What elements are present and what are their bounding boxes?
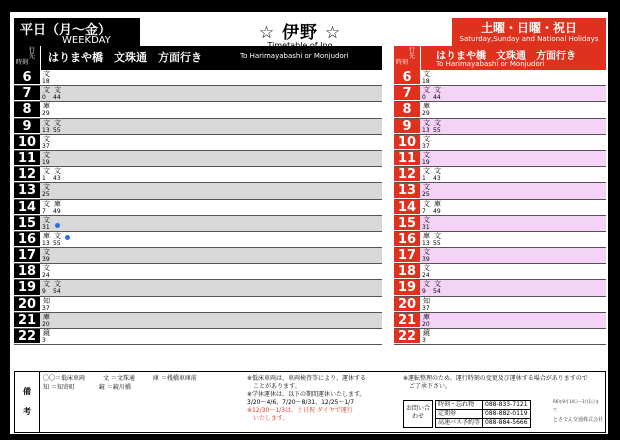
departure: [433, 200, 444, 215]
departure: [53, 280, 64, 295]
departure: [53, 200, 64, 215]
contact-box: [403, 398, 603, 432]
hour-cell: 21: [14, 313, 40, 328]
contact-row: [436, 410, 531, 419]
hour-row: [394, 70, 606, 86]
departures: [422, 313, 433, 328]
destination-jp: はりまや橋 文珠通 方面行き: [48, 51, 202, 64]
legend-line: 知 ＝知寄町 鏡 ＝鏡川橋: [43, 384, 131, 391]
hour-row: [394, 216, 606, 232]
departure-minute: 55: [433, 239, 441, 247]
col-dest-label: 行先: [409, 47, 416, 60]
departure: [42, 135, 53, 150]
departure: [433, 119, 444, 134]
departures: [422, 86, 444, 101]
hour-row: [394, 313, 606, 329]
hour-cell: 10: [14, 135, 40, 150]
destination-code: 文: [423, 215, 430, 224]
departure: [42, 329, 53, 344]
legend-line: 〇〇＝低床車両 文 ＝文珠通 庫 ＝桟橋車庫前: [43, 375, 197, 382]
departure-minute: 1: [42, 175, 46, 183]
weekend-header: [452, 18, 606, 46]
hour-cell: 7: [394, 86, 420, 101]
departure-minute: 0: [422, 94, 426, 102]
note-line: ことがあります。: [247, 383, 301, 390]
col-hour-label: 時刻: [396, 59, 409, 66]
departure: [422, 119, 433, 134]
departure-minute: 39: [42, 256, 50, 264]
hour-row: [14, 102, 382, 118]
contact-name: 定期券: [436, 410, 483, 419]
departures: [422, 135, 433, 150]
hour-cell: 21: [394, 313, 420, 328]
hour-cell: 16: [14, 232, 40, 247]
departures: [422, 329, 433, 344]
hour-row: [394, 248, 606, 264]
hour-row: [394, 86, 606, 102]
destination-code: 知: [423, 296, 430, 305]
departure: [422, 264, 433, 279]
departures: [422, 264, 433, 279]
departure-minute: 7: [422, 207, 426, 215]
hour-cell: 11: [14, 151, 40, 166]
hour-row: [14, 167, 382, 183]
weekend-table: [394, 70, 606, 345]
hour-cell: 19: [14, 280, 40, 295]
hour-cell: 17: [394, 248, 420, 263]
departure-minute: 20: [422, 320, 430, 328]
hour-row: [14, 216, 382, 232]
hour-cell: 18: [394, 264, 420, 279]
note-line-red: いたします。: [247, 415, 289, 422]
departures: [422, 200, 444, 215]
hour-row: [394, 264, 606, 280]
hour-row: [14, 313, 382, 329]
destination-code: 庫: [43, 312, 50, 321]
hour-row: [14, 232, 382, 248]
hour-row: [14, 183, 382, 199]
hour-row: [394, 297, 606, 313]
departure: [42, 297, 53, 312]
departure: [422, 86, 433, 101]
destination-code: 文: [43, 167, 50, 176]
destination-code: 鏡: [43, 329, 50, 337]
hour-row: [394, 151, 606, 167]
hour-cell: 15: [394, 216, 420, 231]
destination-code: 文: [43, 248, 50, 257]
hour-row: [394, 183, 606, 199]
note-line: ご了承下さい。: [403, 383, 452, 390]
legend: [43, 375, 243, 393]
weekday-title-jp: 平日（月〜金）: [20, 23, 112, 38]
departure: [422, 102, 433, 117]
hour-row: [14, 151, 382, 167]
departure: [42, 280, 53, 295]
destination-en: To Harimayabashi or Monjudori: [436, 60, 545, 68]
departures: [42, 119, 64, 134]
departures: [42, 280, 64, 295]
operation-notes: [403, 375, 603, 391]
departures: [42, 86, 64, 101]
departure-minute: 3: [422, 337, 426, 344]
hour-row: [394, 135, 606, 151]
hour-cell: 8: [394, 102, 420, 117]
departure-minute: 9: [422, 288, 426, 296]
column-header: [394, 46, 421, 70]
hour-cell: 9: [394, 119, 420, 134]
hour-row: [394, 200, 606, 216]
destination-code: 文: [54, 118, 61, 127]
hour-cell: 22: [394, 329, 420, 344]
departures: [42, 264, 53, 279]
hour-row: [14, 329, 382, 345]
hour-cell: 11: [394, 151, 420, 166]
destination-code: 文: [423, 134, 430, 143]
departure: [422, 248, 433, 263]
hour-cell: 20: [394, 297, 420, 312]
destination-code: 文: [43, 134, 50, 143]
destination-code: 文: [423, 183, 430, 192]
departure-minute: 37: [42, 304, 50, 312]
departure: [42, 200, 53, 215]
hour-cell: 8: [14, 102, 40, 117]
hour-cell: 14: [394, 200, 420, 215]
hour-cell: 12: [394, 167, 420, 182]
departure-minute: 43: [433, 175, 441, 183]
column-header: [14, 46, 41, 70]
destination-code: 文: [434, 280, 441, 289]
departure-minute: 37: [422, 142, 430, 150]
departure: [422, 200, 433, 215]
hour-cell: 10: [394, 135, 420, 150]
departure-minute: 44: [53, 94, 61, 102]
contact-row: [436, 401, 531, 410]
destination-code: 文: [423, 248, 430, 257]
destination-code: 文: [43, 118, 50, 127]
weekend-route-bar: [394, 46, 606, 70]
departure-minute: 13: [422, 239, 430, 247]
hour-row: [14, 248, 382, 264]
departure: [422, 280, 433, 295]
departure: [42, 151, 53, 166]
departure-minute: 19: [422, 158, 430, 166]
departure: [422, 232, 433, 247]
contact-phone: 088-833-7121: [483, 401, 531, 410]
hour-row: [394, 329, 606, 345]
departure-minute: 13: [42, 126, 50, 134]
hour-cell: 19: [394, 280, 420, 295]
departures: [422, 248, 433, 263]
hour-cell: 20: [14, 297, 40, 312]
departures: [42, 297, 53, 312]
departure-minute: 49: [53, 207, 61, 215]
hour-row: [14, 264, 382, 280]
hour-cell: 17: [14, 248, 40, 263]
destination-code: 文: [43, 199, 50, 208]
weekday-title-en: WEEKDAY: [62, 35, 111, 46]
departures: [42, 167, 64, 182]
departure-minute: 37: [42, 142, 50, 150]
departures: [422, 297, 433, 312]
departure: [42, 167, 53, 182]
hour-row: [394, 232, 606, 248]
departure: [42, 70, 53, 85]
departure-minute: 31: [42, 223, 50, 231]
departure-minute: 54: [433, 288, 441, 296]
hour-cell: 14: [14, 200, 40, 215]
departures: [42, 232, 64, 247]
remarks-label: [15, 372, 40, 432]
departure-minute: 7: [42, 207, 46, 215]
col-dest-label: 行先: [29, 47, 36, 60]
departure: [422, 70, 433, 85]
hour-cell: 9: [14, 119, 40, 134]
departure: [433, 280, 444, 295]
destination-code: 庫: [423, 231, 430, 240]
hour-row: [394, 102, 606, 118]
destination-code: 文: [434, 86, 441, 95]
departure-minute: 55: [53, 239, 61, 247]
departure-minute: 13: [422, 126, 430, 134]
col-hour-label: 時刻: [16, 59, 29, 66]
destination-code: 庫: [43, 231, 50, 240]
destination-code: 文: [43, 264, 50, 273]
destination-code: 文: [54, 231, 61, 240]
departures: [42, 135, 53, 150]
departure: [53, 167, 64, 182]
weekday-header: [14, 18, 140, 48]
departures: [422, 232, 444, 247]
hour-cell: 16: [394, 232, 420, 247]
destination-code: 文: [43, 150, 50, 159]
destination-code: 文: [43, 86, 50, 95]
weekend-title-en: Saturday,Sunday and National Holidays: [459, 35, 599, 43]
company-logo: とさでん交通株式会社: [553, 417, 604, 423]
note-line: ※学休運休は、以下の期間運休いたします。: [247, 391, 366, 398]
departure: [422, 313, 433, 328]
departure: [422, 167, 433, 182]
departure: [42, 216, 53, 231]
hour-row: [14, 70, 382, 86]
cursor-marker-icon: [55, 223, 60, 228]
note-line: 3/20〜4/6、7/20〜8/31、12/25〜1/7: [247, 399, 355, 406]
departures: [42, 102, 53, 117]
departure-minute: 39: [422, 256, 430, 264]
departure: [42, 264, 53, 279]
departure-minute: 43: [53, 175, 61, 183]
destination-code: 庫: [423, 102, 430, 111]
remarks-label-2: 考: [23, 407, 31, 416]
destination-code: 文: [434, 118, 441, 127]
departure: [422, 216, 433, 231]
contact-row: [436, 419, 531, 428]
timetable-sheet: [10, 12, 608, 434]
departures: [422, 216, 433, 231]
departures: [42, 313, 53, 328]
destination-code: 文: [423, 199, 430, 208]
hour-row: [394, 119, 606, 135]
destination-code: 文: [423, 167, 430, 176]
departures: [422, 102, 433, 117]
departure-minute: 24: [422, 272, 430, 280]
destination-code: 文: [423, 150, 430, 159]
departure-minute: 18: [422, 78, 430, 85]
hour-row: [394, 167, 606, 183]
contact-phone: 088-882-0119: [483, 410, 531, 419]
departure: [433, 167, 444, 182]
departure-minute: 25: [42, 191, 50, 199]
departure-minute: 55: [53, 126, 61, 134]
revision-date: R6年9月14日〜3月1日まで: [553, 399, 600, 412]
destination-code: 文: [434, 167, 441, 176]
departure-minute: 49: [433, 207, 441, 215]
departure-minute: 1: [422, 175, 426, 183]
departure: [53, 119, 64, 134]
departure-minute: 44: [433, 94, 441, 102]
hour-cell: 13: [394, 183, 420, 198]
hour-row: [14, 119, 382, 135]
departure: [433, 86, 444, 101]
hour-cell: 13: [14, 183, 40, 198]
destination-code: 文: [54, 167, 61, 176]
destination-jp: はりまや橋 文珠通 方面行き: [436, 51, 576, 62]
departure: [42, 102, 53, 117]
destination-code: 文: [423, 264, 430, 273]
departures: [42, 70, 53, 85]
hour-row: [14, 200, 382, 216]
destination-code: 文: [423, 86, 430, 95]
contact-phone: 088-884-5666: [483, 419, 531, 428]
departure: [422, 297, 433, 312]
cursor-marker-icon: [65, 235, 70, 240]
departures: [42, 151, 53, 166]
departure-minute: 20: [42, 320, 50, 328]
service-notes: [247, 375, 397, 423]
hour-row: [14, 86, 382, 102]
hour-cell: 7: [14, 86, 40, 101]
departure-minute: 31: [422, 223, 430, 231]
contact-table: [435, 400, 531, 428]
destination-code: 庫: [434, 199, 441, 208]
contact-label: お問い合わせ: [403, 400, 433, 428]
departure: [42, 248, 53, 263]
departure: [422, 151, 433, 166]
destination-code: 文: [423, 70, 430, 78]
departure: [42, 313, 53, 328]
departure: [42, 183, 53, 198]
departures: [42, 200, 64, 215]
departures: [422, 183, 433, 198]
departure-minute: 29: [422, 110, 430, 118]
departure: [42, 86, 53, 101]
hour-cell: 12: [14, 167, 40, 182]
departure-minute: 25: [422, 191, 430, 199]
departures: [42, 183, 53, 198]
destination-code: 文: [423, 280, 430, 289]
hour-cell: 18: [14, 264, 40, 279]
departures: [422, 119, 444, 134]
weekend-title-jp: 土曜・日曜・祝日: [480, 21, 577, 35]
departure-minute: 55: [433, 126, 441, 134]
departure: [53, 232, 64, 247]
departure-minute: 18: [42, 78, 50, 85]
weekday-table: [14, 70, 382, 345]
departure-minute: 37: [422, 304, 430, 312]
hour-row: [14, 280, 382, 296]
departure: [433, 232, 444, 247]
hour-row: [14, 297, 382, 313]
note-line: ※運転整理のため、運行時刻の変更及び運休する場合がありますので: [403, 375, 588, 382]
destination-code: 文: [43, 280, 50, 289]
departure-minute: 24: [42, 272, 50, 280]
hour-cell: 6: [14, 70, 40, 85]
hour-cell: 22: [14, 329, 40, 344]
note-line-red: ※12/30〜1/3は、土日祝 ダイヤで運行: [247, 407, 353, 414]
departure-minute: 29: [42, 110, 50, 118]
destination-code: 文: [54, 280, 61, 289]
departure-minute: 13: [42, 239, 50, 247]
destination-code: 知: [43, 296, 50, 305]
hour-cell: 15: [14, 216, 40, 231]
departures: [42, 216, 53, 231]
departures: [422, 151, 433, 166]
departures: [422, 70, 433, 85]
departure: [53, 86, 64, 101]
departure: [42, 119, 53, 134]
departure: [422, 329, 433, 344]
destination-code: 庫: [423, 312, 430, 321]
departures: [422, 280, 444, 295]
destination-code: 鏡: [423, 329, 430, 337]
departures: [42, 329, 53, 344]
departure: [42, 232, 53, 247]
departure: [422, 183, 433, 198]
departures: [42, 248, 53, 263]
destination-code: 文: [43, 183, 50, 192]
contact-name: 高速バス予約等: [436, 419, 483, 428]
hour-cell: 6: [394, 70, 420, 85]
departure-minute: 9: [42, 288, 46, 296]
destination-code: 文: [43, 215, 50, 224]
stop-name: ☆ 伊野 ☆: [258, 23, 342, 43]
departure-minute: 0: [42, 94, 46, 102]
departure-minute: 54: [53, 288, 61, 296]
hour-row: [14, 135, 382, 151]
destination-code: 文: [434, 231, 441, 240]
destination-code: 庫: [54, 199, 61, 208]
destination-code: 文: [43, 70, 50, 78]
weekday-route-bar: [14, 46, 382, 70]
destination-en: To Harimayabashi or Monjudori: [240, 52, 349, 60]
hour-row: [394, 280, 606, 296]
destination-code: 文: [54, 86, 61, 95]
contact-name: 時刻・忘れ物: [436, 401, 483, 410]
departure-minute: 3: [42, 337, 46, 344]
remarks-label-1: 備: [23, 387, 31, 396]
departures: [422, 167, 444, 182]
departure-minute: 19: [42, 158, 50, 166]
footer-notes: [14, 371, 606, 433]
departure: [422, 135, 433, 150]
destination-code: 文: [423, 118, 430, 127]
destination-code: 庫: [43, 102, 50, 111]
note-line: ※低床車両は、車両検査等により、運休する: [247, 375, 367, 382]
